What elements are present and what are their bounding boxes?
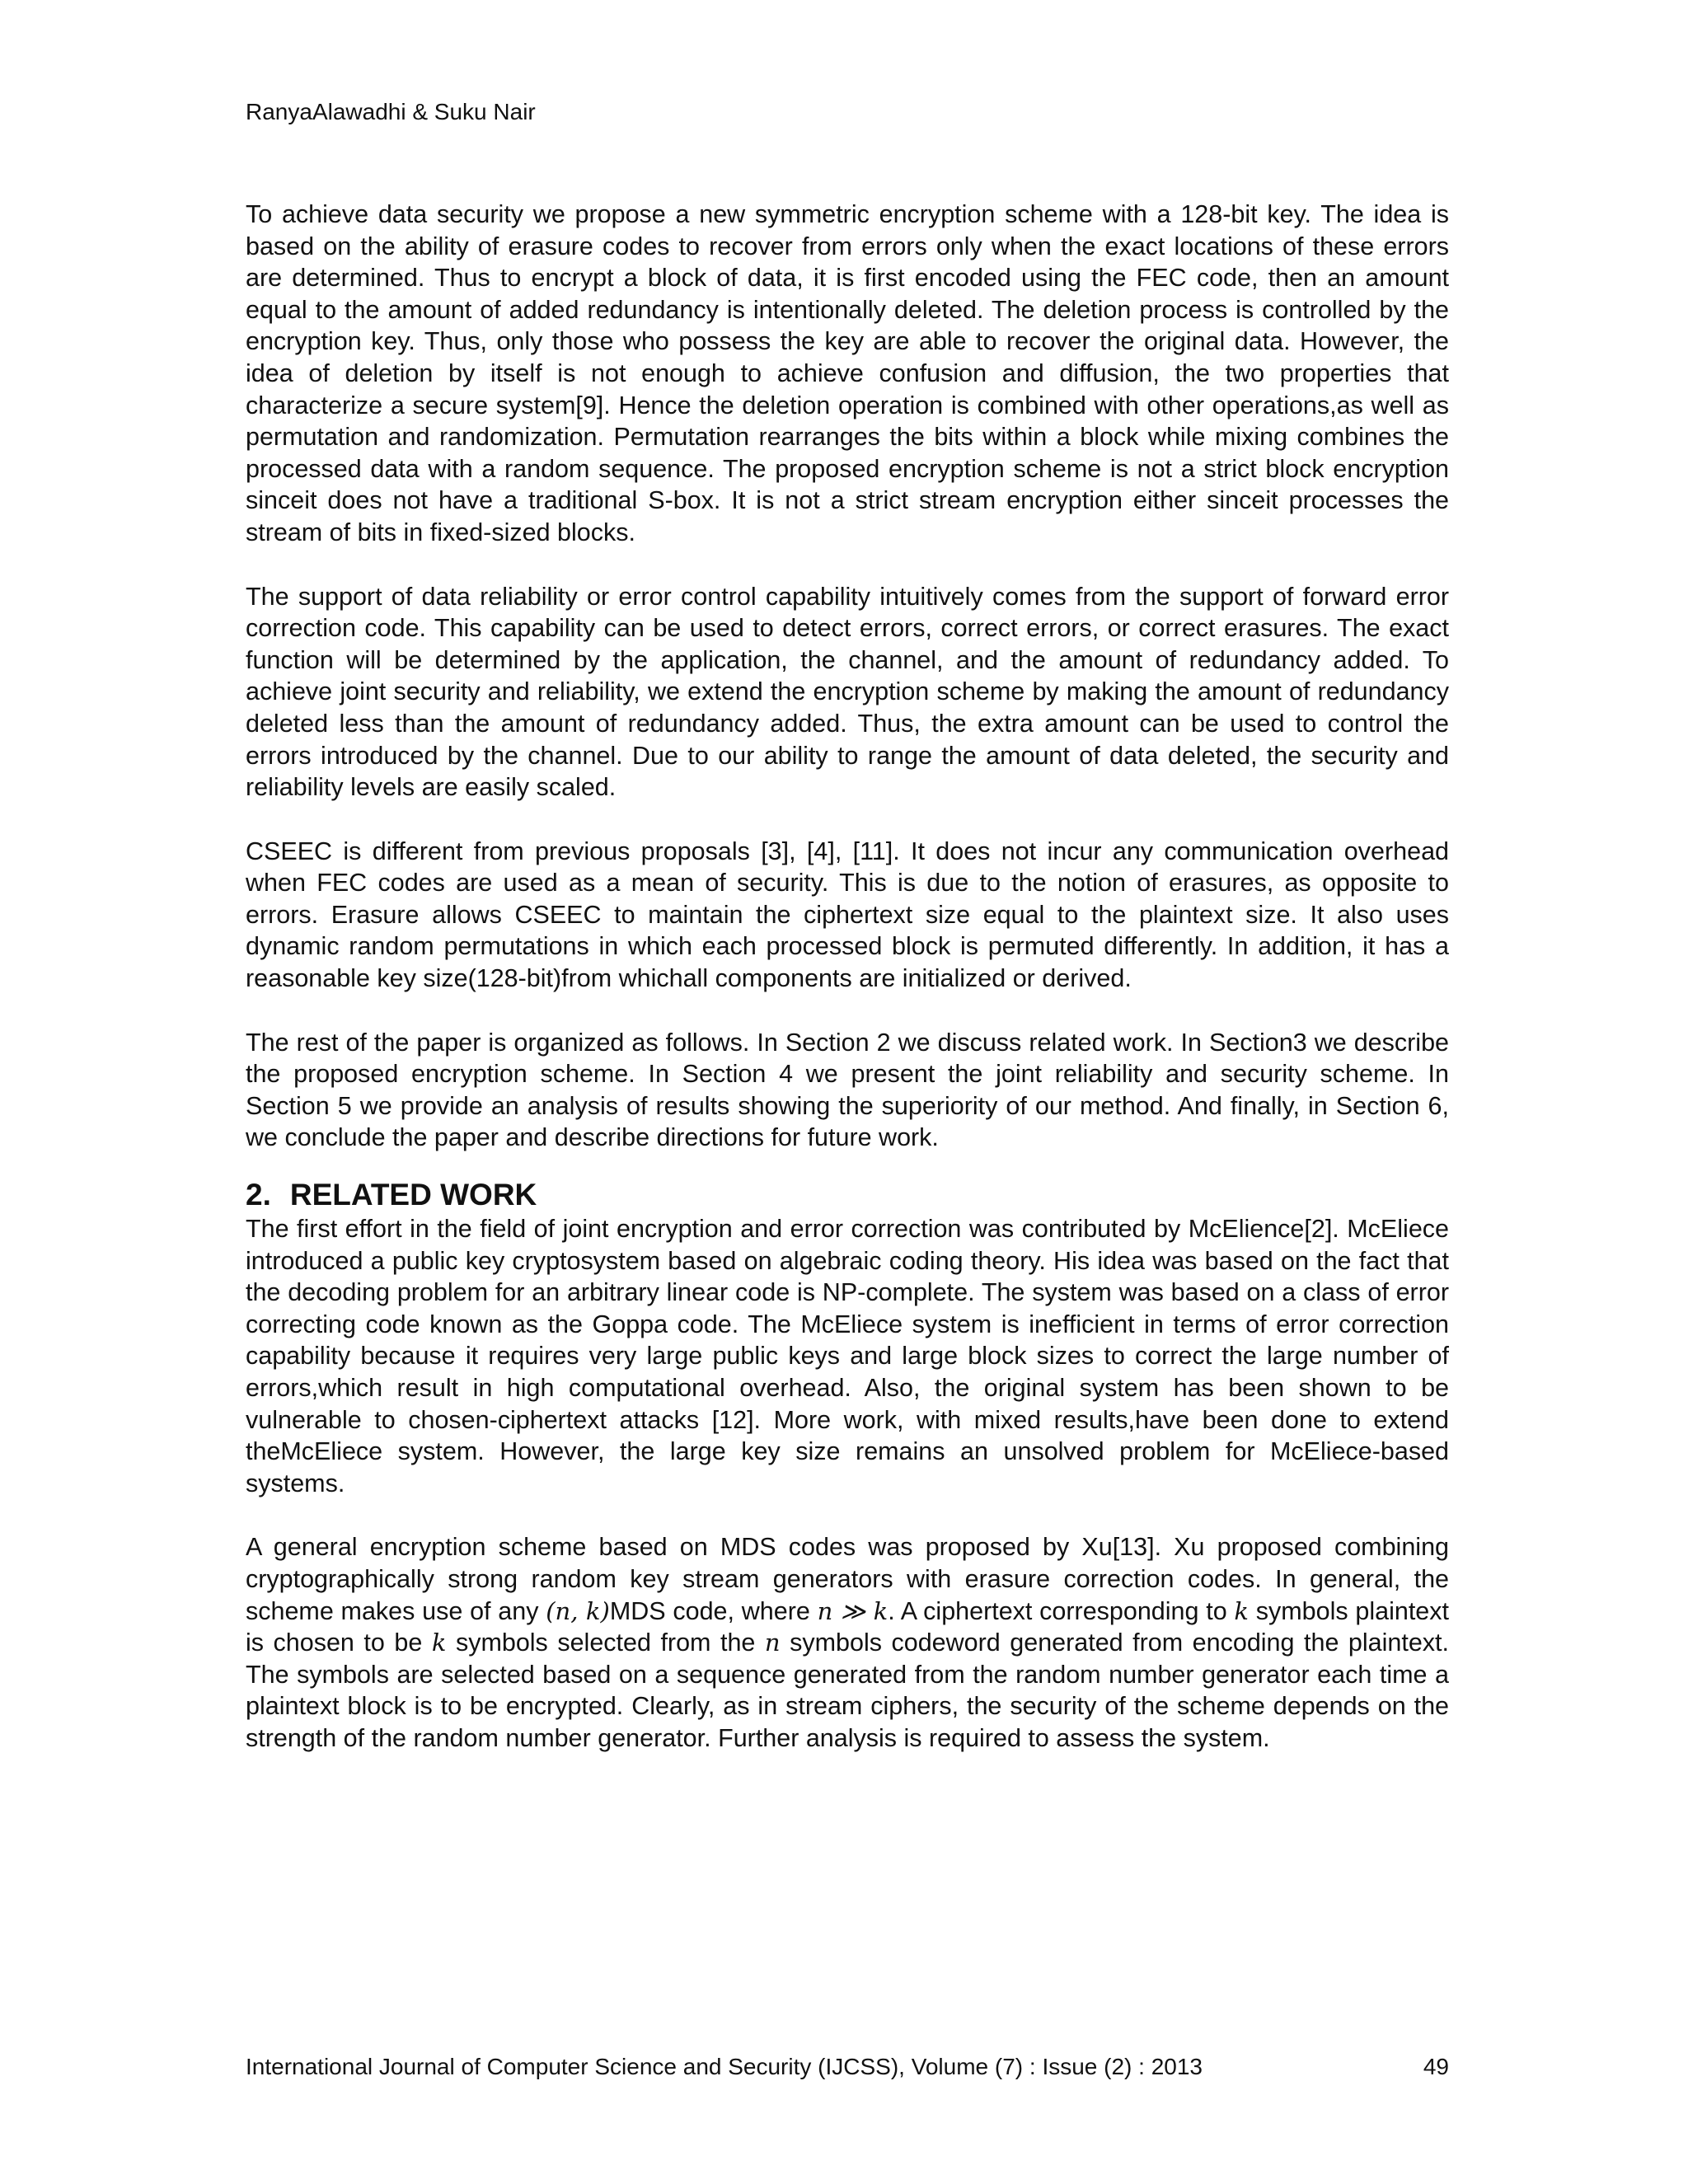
section-heading-related-work [246,1177,1449,1213]
text-run: A general encryption scheme based on MDS codes was proposed by Xu[13]. Xu proposed combining cryptographically strong random key stream generators with erasure correction codes. In general, the scheme makes use of any [246,1533,1449,1625]
text-run: symbols selected from the [446,1629,765,1657]
related-work-paragraph-1: The first effort in the field of joint encryption and error correction was contributed by McElience[2]. McEliece introduced a public key cryptosystem based on algebraic coding theory. His idea was based on the fact that the decoding problem for an arbitrary linear code is NP-complete. The system was based on a class of error correcting code known as the Goppa code. The McEliece system is inefficient in terms of error correction capability because it requires very large public keys and large block sizes to correct the large number of errors,which result in high computational overhead. Also, the original system has been shown to be vulnerable to chosen-ciphertext attacks [12]. More work, with mixed results,have been done to extend theMcEliece system. However, the large key size remains an unsolved problem for McEliece-based systems. [246,1215,1449,1497]
math-n: n [764,1629,781,1657]
related-work-paragraph-2 [246,1531,1449,1754]
math-k: k [431,1629,447,1657]
intro-paragraph-3: CSEEC is different from previous proposals [3], [4], [11]. It does not incur any communication overhead when FEC codes are used as a mean of security. This is due to the notion of erasures, as opposite to errors. Erasure allows CSEEC to maintain the ciphertext size equal to the plaintext size. It also uses dynamic random permutations in which each processed block is permuted differently. In addition, it has a reasonable key size(128-bit)from whichall components are initialized or derived. [246,837,1449,993]
running-head-authors: RanyaAlawadhi & Suku Nair [246,99,536,124]
page-number: 49 [1423,2054,1449,2079]
text-run: symbols codeword generated from encoding the plaintext. The symbols are selected based on a sequence generated from the random number generator each time a plaintext block is to be encrypted. Clearly, as in stream ciphers, the security of the scheme depends on the strength of the random number generator. Further analysis is required to assess the system. [246,1629,1450,1752]
text-run: . A ciphertext corresponding to [888,1596,1235,1625]
footer-journal-citation: International Journal of Computer Science and Security (IJCSS), Volume (7) : Issue (2) : 2013 [246,2054,1203,2079]
intro-paragraph-4: The rest of the paper is organized as follows. In Section 2 we discuss related work. In Section3 we describe the proposed encryption scheme. In Section 4 we present the joint reliability and security scheme. In Section 5 we provide an analysis of results showing the superiority of our method. And finally, in Section 6, we conclude the paper and describe directions for future work. [246,1028,1449,1152]
math-k: k [1234,1596,1249,1625]
section-number: 2. [246,1178,271,1212]
math-n-k-pair: (n, k) [546,1596,610,1625]
intro-paragraph-2: The support of data reliability or error control capability intuitively comes from the support of forward error correction code. This capability can be used to detect errors, correct errors, or correct erasures. The exact function will be determined by the application, the channel, and the amount of redundancy added. To achieve joint security and reliability, we extend the encryption scheme by making the amount of redundancy deleted less than the amount of redundancy added. Thus, the extra amount can be used to control the errors introduced by the channel. Due to our ability to range the amount of data deleted, the security and reliability levels are easily scaled. [246,582,1449,802]
text-run: symbols plaintext is chosen to be [246,1596,1449,1657]
math-n-much-greater-k: n ≫ k [817,1596,889,1625]
body-text [246,199,1449,1787]
section-title: RELATED WORK [289,1178,537,1212]
text-run: MDS code, where [609,1596,818,1625]
intro-paragraph-1: To achieve data security we propose a new symmetric encryption scheme with a 128-bit key. The idea is based on the ability of erasure codes to recover from errors only when the exact locations of these errors are determined. Thus to encrypt a block of data, it is first encoded using the FEC code, then an amount equal to the amount of added redundancy is intentionally deleted. The deletion process is controlled by the encryption key. Thus, only those who possess the key are able to recover the original data. However, the idea of deletion by itself is not enough to achieve confusion and diffusion, the two properties that characterize a secure system[9]. Hence the deletion operation is combined with other operations,as well as permutation and randomization. Permutation rearranges the bits within a block while mixing combines the processed data with a random sequence. The proposed encryption scheme is not a strict block encryption sinceit does not have a traditional S-box. It is not a strict stream encryption either sinceit processes the stream of bits in fixed-sized blocks. [246,200,1449,546]
